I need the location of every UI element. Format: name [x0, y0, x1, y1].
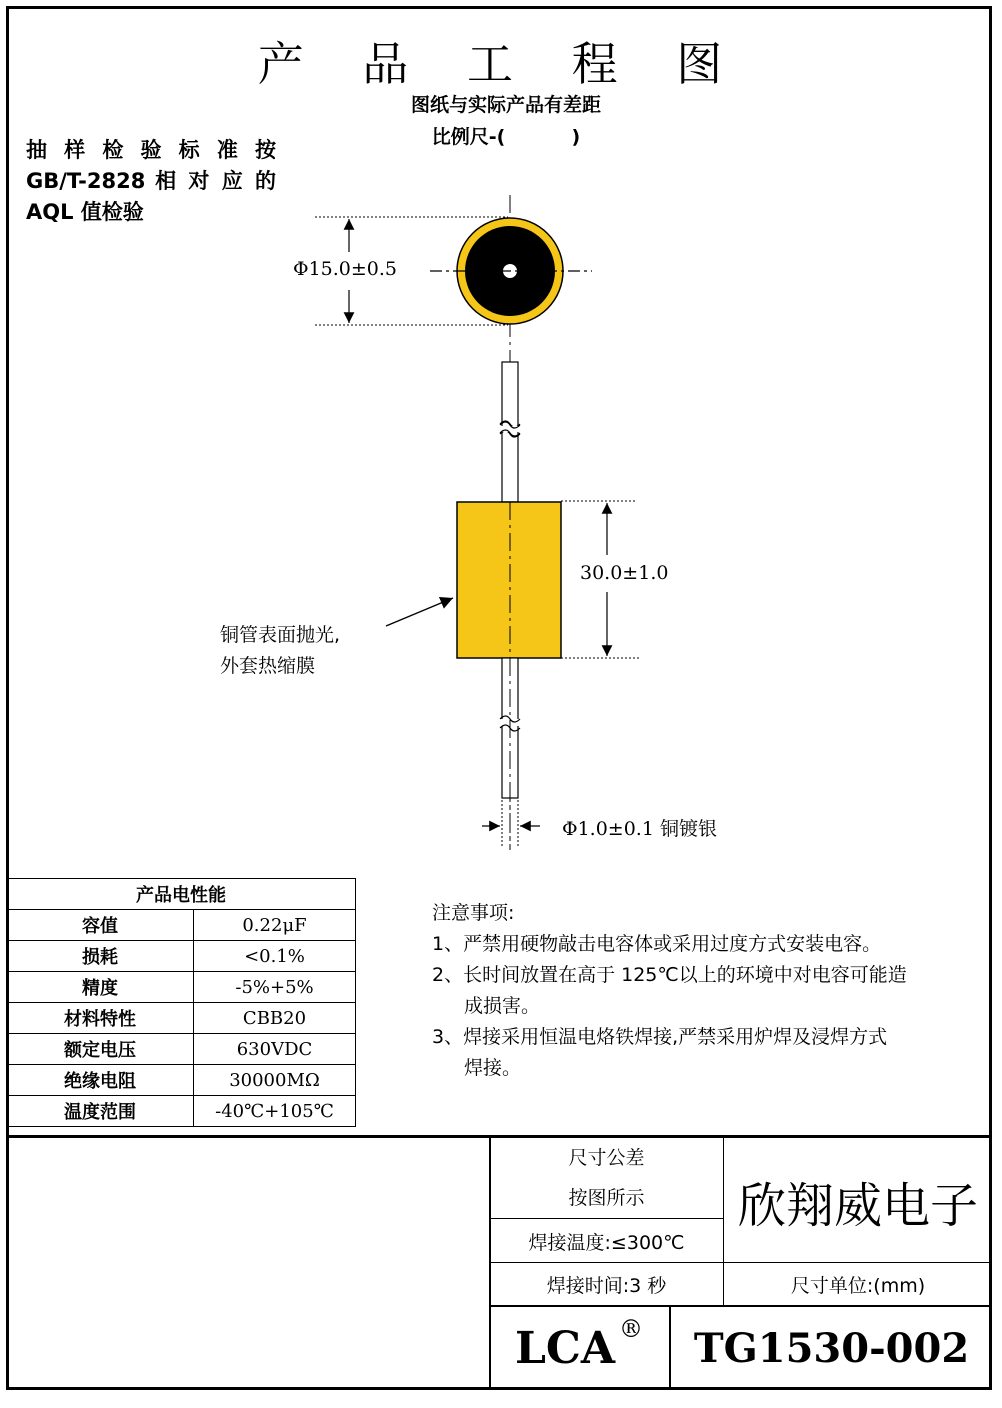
note-item-1: 1、严禁用硬物敲击电容体或采用过度方式安装电容。: [432, 933, 882, 955]
sampling-line-2: GB/T-2828 相 对 应 的: [26, 169, 276, 193]
registered-mark: ®: [619, 1314, 644, 1343]
notes-title: 注意事项:: [432, 902, 515, 924]
property-value: <0.1%: [194, 941, 356, 972]
lead-label: Φ1.0±0.1 铜镀银: [562, 818, 717, 840]
precautions-notes: [432, 898, 907, 1084]
property-key: 材料特性: [7, 1003, 194, 1034]
property-key: 容值: [7, 910, 194, 941]
property-key: 精度: [7, 972, 194, 1003]
brand-cell: [489, 1307, 669, 1390]
table-row: [7, 1034, 356, 1065]
solder-time: 焊接时间:3 秒: [546, 1275, 667, 1297]
property-key: 绝缘电阻: [7, 1065, 194, 1096]
surface-callout: [220, 620, 340, 682]
property-key: 损耗: [7, 941, 194, 972]
tolerance-cell: [489, 1138, 724, 1218]
property-value: 0.22μF: [194, 910, 356, 941]
part-number: TG1530-002: [693, 1325, 970, 1372]
note-item-3: 3、焊接采用恒温电烙铁焊接,严禁采用炉焊及浸焊方式: [432, 1026, 888, 1048]
property-key: 额定电压: [7, 1034, 194, 1065]
end-view: [430, 218, 592, 324]
table-row: [7, 972, 356, 1003]
table-row: [7, 941, 356, 972]
property-key: 温度范围: [7, 1096, 194, 1127]
company-name: 欣翔威电子: [737, 1177, 978, 1234]
difference-note: 图纸与实际产品有差距: [410, 94, 601, 116]
property-value: -5%+5%: [194, 972, 356, 1003]
note-item-2: 2、长时间放置在高于 125℃以上的环境中对电容可能造: [432, 964, 907, 986]
table-row: [7, 910, 356, 941]
callout-line-1: 铜管表面抛光,: [220, 624, 341, 646]
length-label: 30.0±1.0: [580, 562, 669, 584]
callout-arrow: [386, 598, 453, 626]
sampling-line-3: AQL 值检验: [26, 200, 144, 224]
brand-logo: LCA: [514, 1323, 616, 1374]
solder-temp: 焊接温度:≤300℃: [528, 1231, 685, 1254]
divider: [489, 1262, 992, 1263]
scale-label: 比例尺-( ): [431, 126, 581, 148]
tolerance-line-2: 按图所示: [568, 1187, 645, 1209]
dimension-unit: 尺寸单位:(mm): [790, 1275, 926, 1297]
property-value: -40℃+105℃: [194, 1096, 356, 1127]
table-header-row: [7, 879, 356, 910]
table-row: [7, 1096, 356, 1127]
page-title: 产 品 工 程 图: [257, 37, 745, 91]
electrical-properties-table: [6, 878, 356, 1127]
table-row: [7, 1065, 356, 1096]
sampling-line-1: 抽 样 检 验 标 准 按: [26, 138, 276, 162]
tolerance-line-1: 尺寸公差: [568, 1147, 645, 1169]
table-row: [7, 1003, 356, 1034]
note-item-2-cont: 成损害。: [464, 995, 541, 1017]
diameter-label: Φ15.0±0.5: [293, 258, 398, 280]
upper-lead: [500, 362, 520, 502]
note-item-3-cont: 焊接。: [464, 1057, 522, 1079]
lead-dimension: [482, 800, 540, 848]
divider: [489, 1218, 724, 1219]
property-value: 30000MΩ: [194, 1065, 356, 1096]
property-value: CBB20: [194, 1003, 356, 1034]
callout-line-2: 外套热缩膜: [220, 655, 316, 677]
table-header: 产品电性能: [7, 879, 356, 910]
property-value: 630VDC: [194, 1034, 356, 1065]
capacitor-body: [457, 502, 561, 658]
